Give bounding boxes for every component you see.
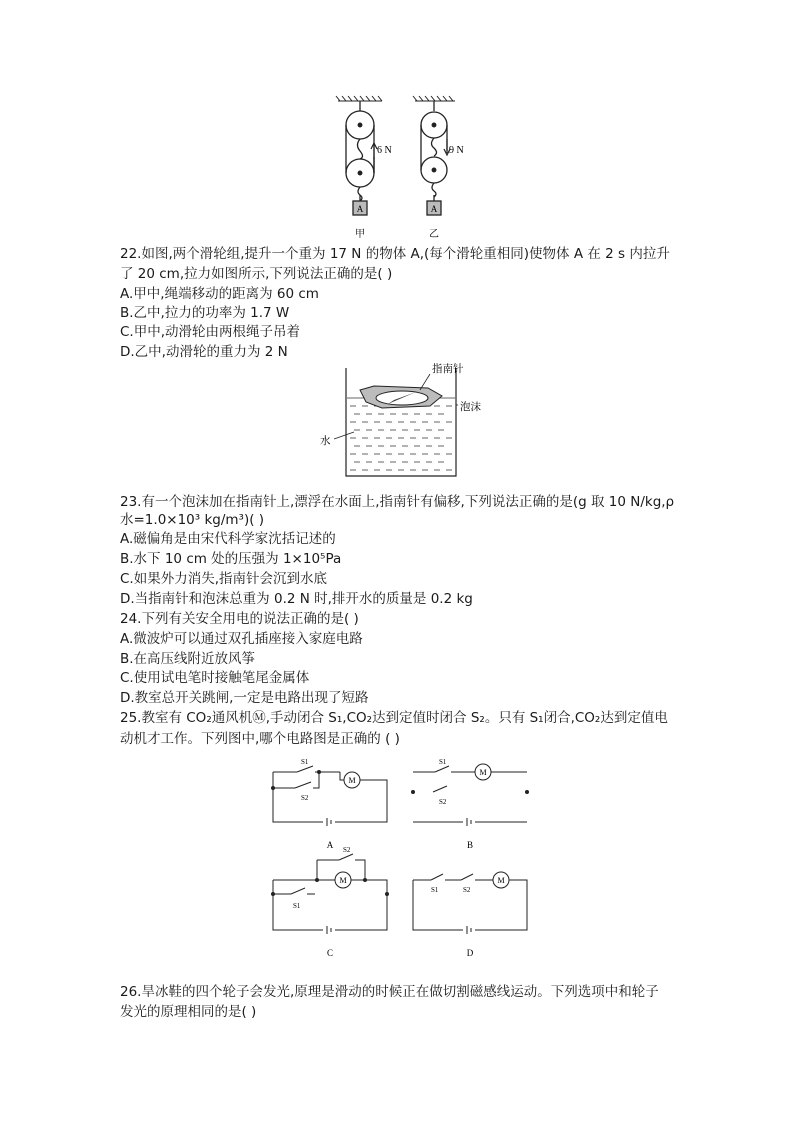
force-label-left: 6 N — [377, 145, 392, 156]
motor-label-b: M — [479, 768, 487, 777]
left-pulley-system — [346, 101, 374, 215]
circuit-a — [273, 766, 387, 826]
q25-stem-line2: 动机才工作。下列图中,哪个电路图是正确的 ( ) — [120, 731, 400, 747]
q25-stem-line1: 25.教室有 CO₂通风机Ⓜ,手动闭合 S₁,CO₂达到定值时闭合 S₂。只有 S₁闭合,CO₂达到定值电 — [120, 710, 668, 726]
switch-label-b-s1: S1 — [439, 758, 447, 766]
q24-option-b: B.在高压线附近放风筝 — [120, 651, 256, 667]
motor-label-a: M — [348, 776, 356, 785]
q23-option-d: D.当指南针和泡沫总重为 0.2 N 时,排开水的质量是 0.2 kg — [120, 591, 473, 607]
q24-option-c: C.使用试电笔时接触笔尾金属体 — [120, 670, 310, 686]
q22-stem-line1: 22.如图,两个滑轮组,提升一个重为 17 N 的物体 A,(每个滑轮重相同)使物体 A 在 2 s 内拉升 — [120, 246, 670, 262]
switch-label-c-s1: S1 — [293, 902, 301, 910]
force-label-right: 9 N — [449, 145, 464, 156]
ceiling-right — [413, 96, 455, 101]
pulley-figure — [330, 95, 480, 245]
q26-stem-line1: 26.旱冰鞋的四个轮子会发光,原理是滑动的时候正在做切割磁感线运动。下列选项中和轮子 — [120, 984, 659, 1000]
block-label-right: A — [430, 204, 438, 214]
q22-option-a: A.甲中,绳端移动的距离为 60 cm — [120, 286, 319, 302]
compass-foam-figure — [310, 360, 510, 480]
circuit-c — [273, 854, 387, 934]
label-foam: 泡沫 — [460, 401, 481, 413]
switch-label-a-s2: S2 — [301, 794, 309, 802]
switch-label-a-s1: S1 — [301, 758, 309, 766]
caption-right: 乙 — [429, 229, 439, 240]
motor-label-d: M — [497, 876, 505, 885]
junction-dots — [271, 770, 529, 896]
circuit-b — [413, 764, 527, 826]
switch-label-b-s2: S2 — [439, 798, 447, 806]
q23-option-a: A.磁偏角是由宋代科学家沈括记述的 — [120, 531, 336, 547]
circuit-caption-c: C — [326, 948, 334, 958]
label-water: 水 — [320, 435, 331, 447]
q23-stem-line2: 水=1.0×10³ kg/m³)( ) — [120, 512, 265, 528]
motor-label-c: M — [339, 876, 347, 885]
switch-label-c-s2: S2 — [343, 846, 351, 854]
q22-option-c: C.甲中,动滑轮由两根绳子吊着 — [120, 324, 301, 340]
q24-stem: 24.下列有关安全用电的说法正确的是( ) — [120, 611, 359, 627]
switch-label-d-s2: S2 — [463, 886, 471, 894]
ceiling-left — [336, 96, 382, 101]
circuit-caption-a: A — [326, 840, 334, 850]
right-pulley-system — [421, 101, 447, 215]
circuit-figure — [265, 752, 545, 967]
label-compass: 指南针 — [432, 363, 464, 375]
q23-option-c: C.如果外力消失,指南针会沉到水底 — [120, 571, 328, 587]
q24-option-a: A.微波炉可以通过双孔插座接入家庭电路 — [120, 631, 363, 647]
q23-stem-line1: 23.有一个泡沫加在指南针上,漂浮在水面上,指南针有偏移,下列说法正确的是(g 取 10 N/kg,ρ — [120, 494, 675, 510]
q23-option-b: B.水下 10 cm 处的压强为 1×10⁵Pa — [120, 551, 342, 567]
q24-option-d: D.教室总开关跳闸,一定是电路出现了短路 — [120, 690, 369, 706]
q22-option-b: B.乙中,拉力的功率为 1.7 W — [120, 305, 290, 321]
circuit-d — [413, 872, 527, 934]
caption-left: 甲 — [355, 229, 365, 240]
circuit-caption-b: B — [466, 840, 474, 850]
circuit-caption-d: D — [466, 948, 474, 958]
q22-stem-line2: 了 20 cm,拉力如图所示,下列说法正确的是( ) — [120, 266, 393, 282]
q26-stem-line2: 发光的原理相同的是( ) — [120, 1004, 257, 1020]
block-label-left: A — [356, 204, 364, 214]
q22-option-d: D.乙中,动滑轮的重力为 2 N — [120, 344, 288, 360]
switch-label-d-s1: S1 — [431, 886, 439, 894]
water-surface — [347, 398, 455, 470]
